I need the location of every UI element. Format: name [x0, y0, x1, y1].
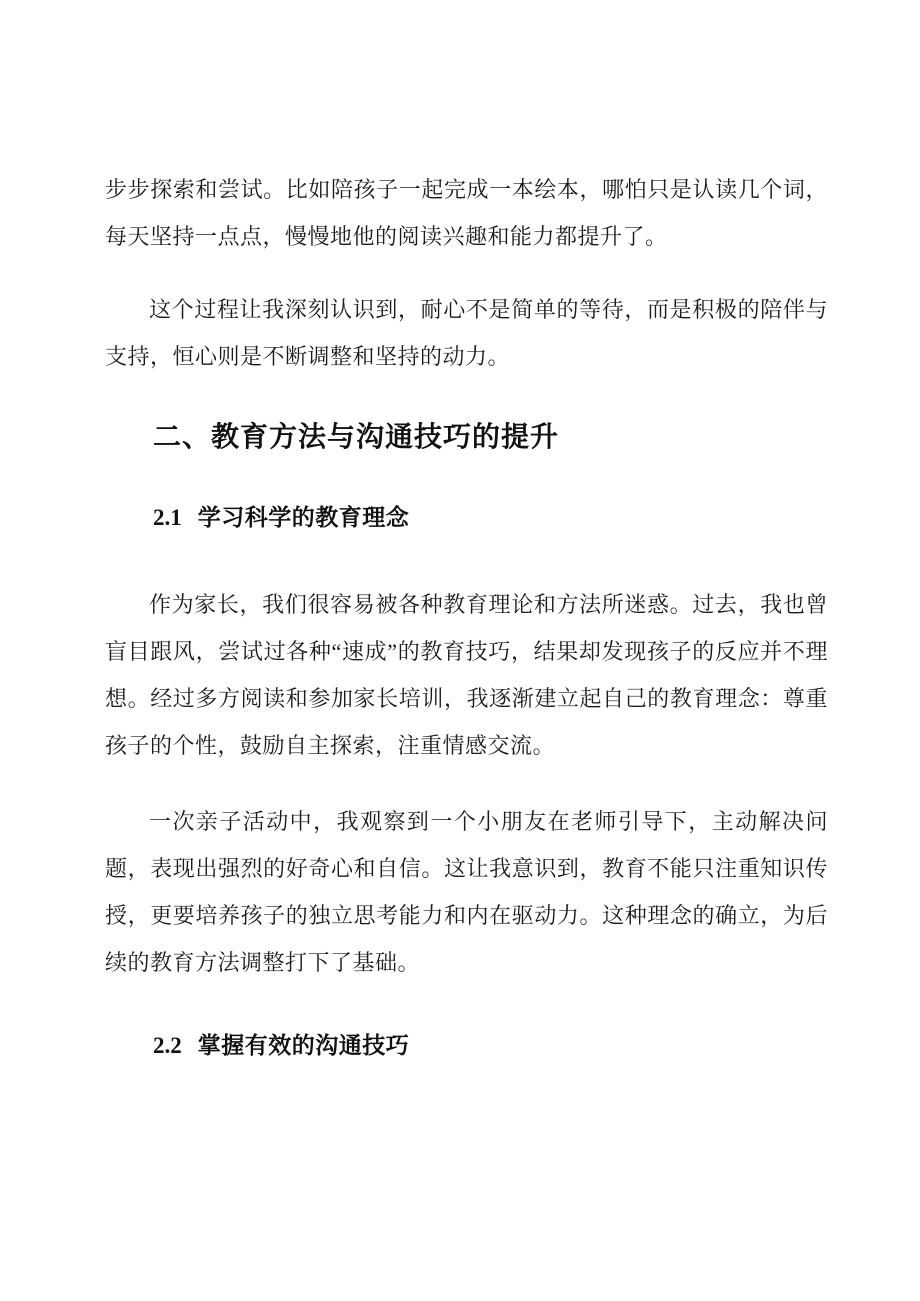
subsection-2-1-number: 2.1 [153, 505, 182, 530]
document-content [105, 0, 828, 1062]
paragraph-reading-practice: 步步探索和尝试。比如陪孩子一起完成一本绘本，哪怕只是认读几个词，每天坚持一点点，慢慢地他的阅读兴趣和能力都提升了。 [105, 177, 828, 249]
subsection-heading-2-1 [105, 501, 828, 534]
subsection-2-2-number: 2.2 [153, 1033, 182, 1058]
paragraph-education-philosophy: 作为家长，我们很容易被各种教育理论和方法所迷惑。过去，我也曾盲目跟风，尝试过各种“速成”的教育技巧，结果却发现孩子的反应并不理想。经过多方阅读和参加家长培训，我逐渐建立起自己的教育理念：尊重孩子的个性，鼓励自主探索，注重情感交流。 [105, 592, 828, 758]
subsection-heading-2-2 [105, 1029, 828, 1062]
subsection-2-1-title: 学习科学的教育理念 [197, 504, 410, 530]
paragraph-patience-reflection: 这个过程让我深刻认识到，耐心不是简单的等待，而是积极的陪伴与支持，恒心则是不断调整和坚持的动力。 [105, 297, 828, 369]
section-heading-2: 二、教育方法与沟通技巧的提升 [153, 421, 560, 452]
subsection-2-2-title: 掌握有效的沟通技巧 [197, 1032, 410, 1058]
paragraph-parent-child-activity: 一次亲子活动中，我观察到一个小朋友在老师引导下，主动解决问题，表现出强烈的好奇心和自信。这让我意识到，教育不能只注重知识传授，更要培养孩子的独立思考能力和内在驱动力。这种理念的确立，为后续的教育方法调整打下了基础。 [105, 809, 828, 975]
